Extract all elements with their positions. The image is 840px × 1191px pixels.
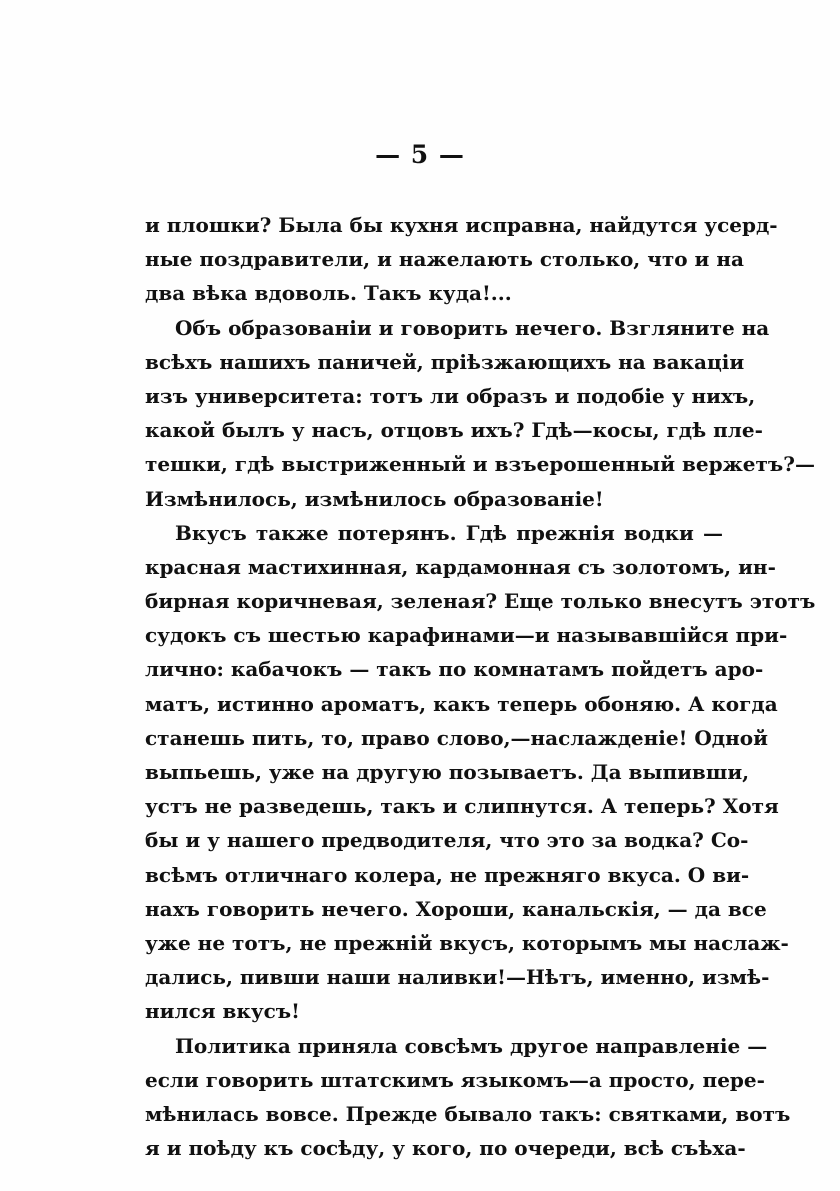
text-line: ные поздравители, и нажелають столько, что и на	[145, 247, 744, 272]
text-line: нахъ говорить нечего. Хороши, канальскія, — да все	[145, 896, 767, 921]
text-line: Объ образованіи и говорить нечего. Взгляните на	[175, 315, 770, 340]
text-line: два вѣка вдоволь. Такъ куда!...	[145, 281, 512, 306]
text-line: какой былъ у насъ, отцовъ ихъ? Гдѣ—косы, гдѣ пле-	[145, 418, 763, 443]
text-line: бы и у нашего предводителя, что это за водка? Со-	[145, 828, 749, 853]
text-line: и плошки? Была бы кухня исправна, найдутся усерд-	[145, 213, 778, 237]
text-line: выпьешь, уже на другую позываетъ. Да выпивши,	[145, 760, 750, 784]
text-line: нился вкусъ!	[145, 999, 300, 1024]
text-line: бирная коричневая, зеленая? Еще только внесутъ этотъ	[145, 589, 816, 614]
text-line: Измѣнилось, измѣнилось образованіе!	[145, 486, 604, 511]
text-line: красная мастихинная, кардамонная съ золотомъ, ин-	[145, 554, 776, 579]
text-line: мѣнилась вовсе. Прежде бывало такъ: святками, вотъ	[145, 1101, 791, 1126]
text-line: я и поѣду къ сосѣду, у кого, по очереди, всѣ съѣха-	[145, 1136, 746, 1161]
text-line: уже не тотъ, не прежній вкусъ, которымъ мы наслаж-	[145, 930, 789, 955]
text-line: если говорить штатскимъ языкомъ—а просто, пере-	[145, 1067, 765, 1092]
page-number: — 5 —	[375, 140, 465, 169]
text-line: судокъ съ шестью карафинами—и называвшійся при-	[145, 623, 788, 648]
text-line: лично: кабачокъ — такъ по комнатамъ пойдетъ аро-	[145, 657, 764, 682]
text-line: устъ не разведешь, такъ и слипнутся. А теперь? Хотя	[145, 794, 779, 819]
text-line: всѣхъ нашихъ паничей, пріѣзжающихъ на вакаціи	[145, 349, 745, 374]
body-text	[145, 208, 816, 1165]
text-line: тешки, гдѣ выстриженный и взъерошенный вержетъ?—	[145, 452, 815, 477]
text-line: Политика приняла совсѣмъ другое направленіе —	[175, 1033, 768, 1058]
text-line: всѣмъ отличнаго колера, не прежняго вкуса. О ви-	[145, 862, 750, 887]
text-line: Вкусъ также потерянъ. Гдѣ прежнія водки —	[175, 520, 723, 545]
text-line: матъ, истинно ароматъ, какъ теперь обоняю. А когда	[145, 691, 778, 716]
text-line: изъ университета: тотъ ли образъ и подобіе у нихъ,	[145, 383, 756, 408]
text-line: станешь пить, то, право слово,—наслажденіе! Одной	[145, 725, 768, 750]
text-line: дались, пивши наши наливки!—Нѣтъ, именно, измѣ-	[145, 965, 770, 990]
